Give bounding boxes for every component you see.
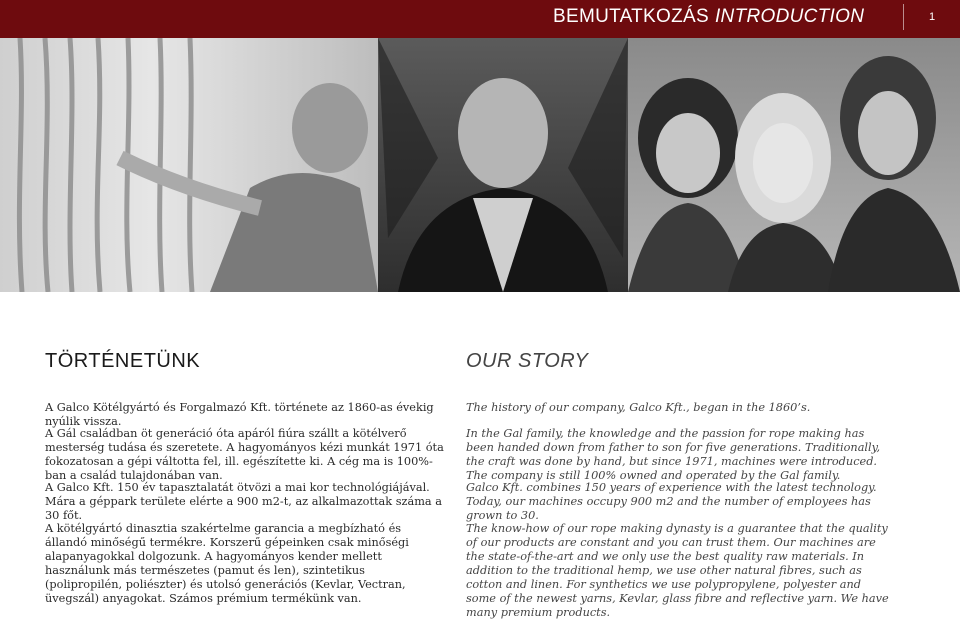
hungarian-heading: TÖRTÉNETÜNK <box>45 350 201 372</box>
title-hungarian: BEMUTATKOZÁS <box>553 6 709 27</box>
elderly-man-illustration <box>378 38 628 292</box>
rope-maker-illustration <box>0 38 378 292</box>
header-divider <box>903 4 904 30</box>
hungarian-column <box>45 350 445 605</box>
page-number: 1 <box>929 11 936 23</box>
page-title <box>553 6 864 28</box>
english-column <box>466 350 891 619</box>
hungarian-paragraph: A Galco Kft. 150 év tapasztalatát ötvözi a mai kor technológiájával. Mára a géppark területe elérte a 900 m2-t, az alkalmazottak száma a 30 főt. <box>45 481 442 522</box>
hungarian-paragraph: A Gál családban öt generáció óta apáról fiúra szállt a kötélverő mesterség tudása és szeretete. A hagyományos kézi munkát 1971 óta fokozatosan a gépi váltotta fel, ill. egészítette ki. A cég ma is 100%-ban a család tulajdonában van. <box>45 427 444 482</box>
header-bar <box>0 0 960 38</box>
photo-strip <box>0 38 960 292</box>
three-people-illustration <box>628 38 960 292</box>
english-heading: OUR STORY <box>466 350 589 372</box>
rope-maker-photo <box>0 38 378 292</box>
english-paragraph: Galco Kft. combines 150 years of experience with the latest technology. Today, our machines occupy 900 m2 and the number of employees has grown to 30. <box>466 481 877 522</box>
english-paragraph: In the Gal family, the knowledge and the passion for rope making has been handed down from father to son for five generations. Traditionally, the craft was done by hand, but since 1971, machines were introduced. The company is still 100% owned and operated by the Gal family. <box>466 427 881 482</box>
hungarian-paragraph: A Galco Kötélgyártó és Forgalmazó Kft. története az 1860-as évekig nyúlik vissza. <box>45 401 434 428</box>
three-people-photo <box>628 38 960 292</box>
hungarian-paragraph: A kötélgyártó dinasztia szakértelme garancia a megbízható és állandó minőségű termékre. Korszerű gépeinken csak minőségi alapanyagokkal dolgozunk. A hagyományos kender mellett használunk más természetes (pamut és len), szintetikus (polipropilén, poliészter) és utolsó generációs (Kevlar, Vectran, üvegszál) anyagokat. Számos prémium termékünk van. <box>45 522 409 605</box>
title-english: INTRODUCTION <box>714 6 865 27</box>
english-paragraph: The know-how of our rope making dynasty is a guarantee that the quality of our products are constant and you can trust them. Our machines are the state-of-the-art and we only use the best quality raw materials. In addition to the traditional hemp, we use other natural fibres, such as cotton and linen. For synthetics we use polypropylene, polyester and some of the newest yarns, Kevlar, glass fibre and reflective yarn. We have many premium products. <box>466 522 889 619</box>
elderly-man-photo <box>378 38 628 292</box>
english-paragraph: The history of our company, Galco Kft., began in the 1860’s. <box>466 401 811 414</box>
